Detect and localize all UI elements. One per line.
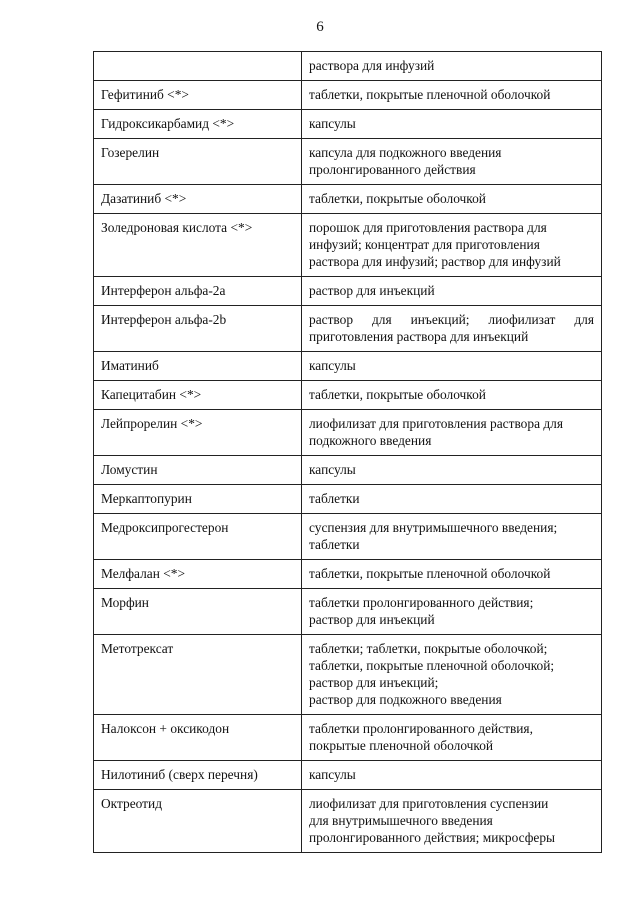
dosage-form-line: раствора для инфузий; раствор для инфузий xyxy=(309,254,561,269)
drug-name-cell: Дазатиниб <*> xyxy=(94,185,302,214)
dosage-form-cell xyxy=(302,306,602,352)
dosage-form-line: пролонгированного действия; микросферы xyxy=(309,830,556,845)
dosage-form-cell xyxy=(302,381,602,410)
dosage-form-line: раствор для инъекций xyxy=(309,283,435,298)
dosage-form-line: таблетки пролонгированного действия, xyxy=(309,721,533,736)
drug-name-cell: Гозерелин xyxy=(94,139,302,185)
drug-name-cell: Морфин xyxy=(94,589,302,635)
table-row xyxy=(94,790,602,853)
dosage-form-cell xyxy=(302,790,602,853)
dosage-form-line: таблетки пролонгированного действия; xyxy=(309,595,534,610)
table-row xyxy=(94,139,602,185)
dosage-form-cell xyxy=(302,560,602,589)
drug-name-cell: Налоксон + оксикодон xyxy=(94,715,302,761)
dosage-form-line: подкожного введения xyxy=(309,433,432,448)
dosage-form-cell xyxy=(302,110,602,139)
table-row xyxy=(94,410,602,456)
table-row xyxy=(94,110,602,139)
table-row xyxy=(94,456,602,485)
table-row xyxy=(94,381,602,410)
dosage-form-cell xyxy=(302,589,602,635)
dosage-form-line: раствор для подкожного введения xyxy=(309,692,502,707)
dosage-form-line: таблетки, покрытые оболочкой xyxy=(309,191,486,206)
page-number: 6 xyxy=(316,19,324,35)
drug-table-body xyxy=(94,52,602,853)
dosage-form-cell xyxy=(302,635,602,715)
drug-name-cell: Интерферон альфа-2b xyxy=(94,306,302,352)
dosage-form-line: лиофилизат для приготовления суспензии xyxy=(309,796,549,811)
table-row xyxy=(94,306,602,352)
dosage-form-line: для внутримышечного введения xyxy=(309,813,493,828)
table-row xyxy=(94,277,602,306)
drug-name-cell: Гефитиниб <*> xyxy=(94,81,302,110)
dosage-form-cell xyxy=(302,456,602,485)
drug-name-cell: Медроксипрогестерон xyxy=(94,514,302,560)
dosage-form-line: капсулы xyxy=(309,767,356,782)
drug-name-cell: Ломустин xyxy=(94,456,302,485)
drug-name-cell: Гидроксикарбамид <*> xyxy=(94,110,302,139)
dosage-form-cell xyxy=(302,139,602,185)
drug-name-cell: Мелфалан <*> xyxy=(94,560,302,589)
dosage-form-line: покрытые пленочной оболочкой xyxy=(309,738,494,753)
table-row xyxy=(94,514,602,560)
dosage-form-cell xyxy=(302,52,602,81)
dosage-form-line: раствор для инъекций; лиофилизат для xyxy=(309,312,594,327)
drug-name-cell: Октреотид xyxy=(94,790,302,853)
dosage-form-cell xyxy=(302,761,602,790)
dosage-form-line: таблетки, покрытые пленочной оболочкой xyxy=(309,566,551,581)
dosage-form-line: лиофилизат для приготовления раствора для xyxy=(309,416,564,431)
dosage-form-line: капсулы xyxy=(309,116,356,131)
dosage-form-cell xyxy=(302,514,602,560)
dosage-form-line: приготовления раствора для инъекций xyxy=(309,329,529,344)
drug-name-cell: Метотрексат xyxy=(94,635,302,715)
dosage-form-line: порошок для приготовления раствора для xyxy=(309,220,547,235)
dosage-form-cell xyxy=(302,410,602,456)
dosage-form-cell xyxy=(302,352,602,381)
drug-name-cell: Золедроновая кислота <*> xyxy=(94,214,302,277)
dosage-form-line: таблетки xyxy=(309,491,360,506)
table-row xyxy=(94,214,602,277)
table-row xyxy=(94,635,602,715)
dosage-form-line: таблетки, покрытые оболочкой xyxy=(309,387,486,402)
drug-name-cell xyxy=(94,52,302,81)
dosage-form-cell xyxy=(302,81,602,110)
dosage-form-line: суспензия для внутримышечного введения; xyxy=(309,520,558,535)
table-row xyxy=(94,52,602,81)
dosage-form-line: инфузий; концентрат для приготовления xyxy=(309,237,540,252)
dosage-form-line: капсулы xyxy=(309,358,356,373)
dosage-form-cell xyxy=(302,214,602,277)
drug-name-cell: Иматиниб xyxy=(94,352,302,381)
table-row xyxy=(94,589,602,635)
drug-table xyxy=(93,51,602,853)
dosage-form-line: таблетки xyxy=(309,537,360,552)
drug-name-cell: Меркаптопурин xyxy=(94,485,302,514)
dosage-form-line: раствор для инъекций xyxy=(309,612,435,627)
dosage-form-cell xyxy=(302,485,602,514)
dosage-form-cell xyxy=(302,277,602,306)
dosage-form-line: таблетки; таблетки, покрытые оболочкой; xyxy=(309,641,548,656)
dosage-form-line: капсула для подкожного введения xyxy=(309,145,502,160)
dosage-form-line: пролонгированного действия xyxy=(309,162,476,177)
dosage-form-line: раствор для инъекций; xyxy=(309,675,439,690)
table-row xyxy=(94,485,602,514)
table-row xyxy=(94,185,602,214)
dosage-form-line: раствора для инфузий xyxy=(309,58,435,73)
drug-name-cell: Интерферон альфа-2а xyxy=(94,277,302,306)
table-row xyxy=(94,81,602,110)
drug-name-cell: Капецитабин <*> xyxy=(94,381,302,410)
table-row xyxy=(94,352,602,381)
table-row xyxy=(94,560,602,589)
table-row xyxy=(94,761,602,790)
table-row xyxy=(94,715,602,761)
dosage-form-line: таблетки, покрытые пленочной оболочкой xyxy=(309,87,551,102)
drug-name-cell: Нилотиниб (сверх перечня) xyxy=(94,761,302,790)
dosage-form-cell xyxy=(302,715,602,761)
dosage-form-cell xyxy=(302,185,602,214)
drug-name-cell: Лейпрорелин <*> xyxy=(94,410,302,456)
dosage-form-line: таблетки, покрытые пленочной оболочкой; xyxy=(309,658,555,673)
dosage-form-line: капсулы xyxy=(309,462,356,477)
